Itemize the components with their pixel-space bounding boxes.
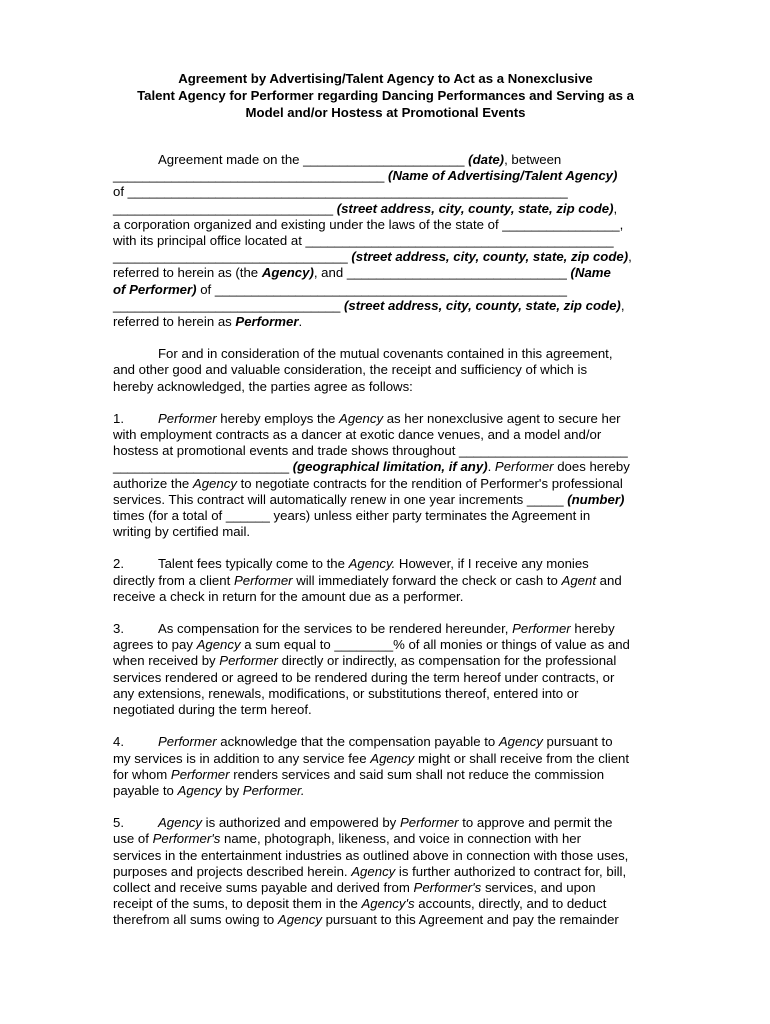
text-fragment: agrees to pay — [113, 637, 197, 653]
text-fragment: renders services and said sum shall not reduce the commission — [229, 766, 605, 782]
section-line: writing by certified mail. — [113, 524, 251, 540]
section-line — [113, 864, 658, 880]
performer-name-label-cont: of Performer) — [113, 281, 197, 297]
geo-label: (geographical limitation, if any) — [292, 459, 488, 475]
section-3 — [113, 621, 658, 718]
intro-line — [113, 168, 658, 184]
text-fragment: will immediately forward the check or cash to — [292, 572, 562, 588]
agency-term: Agency — [370, 750, 415, 766]
text-fragment: to negotiate contracts for the rendition of Performer's professional — [236, 475, 623, 491]
intro-line — [113, 249, 658, 265]
text-fragment: directly from a client — [113, 572, 234, 588]
performer-term: Performer — [158, 734, 217, 750]
agency-name-label: (Name of Advertising/Talent Agency) — [388, 168, 618, 184]
text-fragment: by — [221, 782, 243, 798]
agency-address-blank: ______________________________ — [113, 200, 337, 216]
section-line: hostess at promotional events and trade shows throughout _______________________ — [113, 443, 628, 459]
text-fragment: pursuant to this Agreement and pay the remainder — [321, 912, 619, 928]
text-fragment: directly or indirectly, as compensation for the professional — [277, 653, 617, 669]
office-address-label: (street address, city, county, state, zip code) — [351, 249, 629, 265]
section-line: services in the entertainment industries as outlined above in connection with those uses, — [113, 847, 629, 863]
agency-term: Agency) — [261, 265, 314, 281]
agent-term: Agent — [561, 572, 597, 588]
intro-line — [113, 265, 658, 281]
date-label: (date) — [468, 152, 505, 167]
performer-term: Performer — [219, 653, 278, 669]
performer-term: Performer — [399, 815, 459, 831]
agency-term: Agency — [351, 863, 396, 879]
agency-term: Agency — [498, 734, 543, 750]
text-fragment: my services is in addition to any service fee — [113, 750, 371, 766]
text-fragment: hereby employs the — [216, 410, 340, 426]
text-fragment: therefrom all sums owing to — [113, 912, 278, 928]
text-fragment: collect and receive sums payable and derived from — [113, 879, 414, 895]
section-line — [113, 621, 658, 637]
section-line — [113, 492, 658, 508]
text-fragment: As compensation for the services to be rendered hereunder, — [158, 621, 513, 637]
section-5 — [113, 815, 658, 928]
number-blank: services. This contract will automatically renew in one year increments _____ — [113, 491, 568, 507]
agency-term: Agency — [277, 912, 322, 928]
text-fragment: , between — [504, 152, 562, 167]
performer-term: Performer — [235, 314, 299, 330]
section-line — [113, 831, 658, 847]
section-line — [113, 476, 658, 492]
text-fragment: services, and upon — [481, 879, 596, 895]
section-1 — [113, 411, 658, 541]
text-fragment: , — [620, 297, 625, 313]
text-fragment: and — [596, 572, 622, 588]
title-line-2: Talent Agency for Performer regarding Dancing Performances and Serving as a — [137, 88, 634, 103]
agency-address-label: (street address, city, county, state, zip code) — [336, 200, 614, 216]
text-fragment: accounts, directly, and to deduct — [414, 896, 607, 912]
office-address-blank: ________________________________ — [113, 249, 352, 265]
section-line: times (for a total of ______ years) unless either party terminates the Agreement in — [113, 508, 591, 524]
section-2 — [113, 556, 658, 605]
section-line — [113, 896, 658, 912]
text-fragment: when received by — [113, 653, 220, 669]
section-line — [113, 411, 658, 427]
agency-term: Agency — [192, 475, 237, 491]
text-fragment: However, if I receive any monies — [395, 556, 589, 572]
text-fragment: as her nonexclusive agent to secure her — [383, 410, 621, 426]
performer-name-blank: , and ______________________________ — [313, 265, 571, 281]
section-line: any extensions, renewals, modifications, or substitutions thereof, entered into or — [113, 685, 579, 701]
section-number: 5. — [113, 815, 124, 831]
text-fragment: use of — [113, 831, 153, 847]
performer-term: Performer — [512, 621, 571, 637]
performer-term: Performer's — [413, 879, 482, 895]
geo-blank: ________________________ — [113, 459, 293, 475]
intro-paragraph — [113, 152, 658, 330]
text-fragment: acknowledge that the compensation payable to — [216, 734, 499, 750]
text-fragment: receipt of the sums, to deposit them in the — [113, 896, 362, 912]
performer-name-label: (Name — [570, 265, 611, 281]
performer-term: Performer. — [242, 782, 305, 798]
consideration-paragraph — [113, 346, 658, 395]
text-fragment: to approve and permit the — [458, 815, 613, 831]
section-line — [113, 573, 658, 589]
title-line-1: Agreement by Advertising/Talent Agency to Act as a Nonexclusive — [178, 71, 593, 86]
intro-line: a corporation organized and existing under the laws of the state of ________________, — [113, 216, 624, 232]
document-title — [113, 70, 658, 121]
performer-term: Performer — [158, 410, 217, 426]
section-line: receive a check in return for the amount due as a performer. — [113, 588, 464, 604]
section-line: with employment contracts as a dancer at exotic dance venues, and a model and/or — [113, 427, 602, 443]
intro-line: of ____________________________________________________________ — [113, 184, 568, 200]
performer-term: Performer — [494, 459, 554, 475]
text-fragment: might or shall receive from the client — [414, 750, 630, 766]
section-line — [113, 880, 658, 896]
text-fragment: purposes and projects described herein. — [113, 863, 352, 879]
title-line-3: Model and/or Hostess at Promotional Events — [245, 105, 526, 120]
performer-term: Performer — [170, 766, 230, 782]
text-fragment: , — [628, 249, 632, 265]
text-fragment: for whom — [113, 766, 171, 782]
text-fragment: authorize the — [113, 475, 193, 491]
intro-line — [113, 282, 658, 298]
section-number: 2. — [113, 556, 124, 572]
text-fragment: is authorized and empowered by — [202, 815, 400, 831]
performer-address-label: (street address, city, county, state, zip code) — [344, 297, 621, 313]
agency-term: Agency's — [361, 896, 415, 912]
section-number: 4. — [113, 734, 124, 750]
section-line — [113, 912, 658, 928]
section-line — [113, 767, 658, 783]
intro-line — [113, 152, 658, 168]
consideration-line: and other good and valuable consideration, the receipt and sufficiency of which is — [113, 362, 588, 378]
section-number: 1. — [113, 410, 124, 426]
section-line — [113, 815, 658, 831]
intro-line — [113, 201, 658, 217]
document-page — [113, 70, 658, 945]
agency-term: Agency — [339, 410, 384, 426]
consideration-line — [113, 346, 658, 362]
text-fragment: of ________________________________________________ — [196, 281, 567, 297]
section-line — [113, 459, 658, 475]
text-fragment: . — [487, 459, 495, 475]
text-fragment: . — [298, 314, 303, 330]
text-fragment: does hereby — [553, 459, 630, 475]
text-fragment: name, photograph, likeness, and voice in connection with her — [220, 831, 582, 847]
percent-blank: a sum equal to ________% of all monies or things of value as and — [240, 637, 630, 653]
text-fragment: hereby — [570, 621, 615, 637]
text-fragment: For and in consideration of the mutual covenants contained in this agreement, — [158, 346, 613, 362]
number-label: (number) — [567, 491, 625, 507]
performer-address-blank: _______________________________ — [113, 297, 345, 313]
intro-line — [113, 298, 658, 314]
section-line — [113, 751, 658, 767]
section-line — [113, 783, 658, 799]
performer-term: Performer's — [152, 831, 221, 847]
section-line — [113, 653, 658, 669]
performer-term: Performer — [233, 572, 293, 588]
section-4 — [113, 734, 658, 799]
agency-term: Agency — [177, 782, 222, 798]
text-fragment: referred to herein as — [113, 314, 236, 330]
section-number: 3. — [113, 621, 124, 637]
agency-term: Agency — [158, 815, 202, 831]
text-fragment: Talent fees typically come to the — [158, 556, 349, 572]
text-fragment: , — [613, 200, 618, 216]
intro-line: with its principal office located at __________________________________________ — [113, 233, 614, 249]
date-blank-text: Agreement made on the ______________________ — [158, 152, 469, 167]
intro-line — [113, 314, 658, 330]
agency-term: Agency. — [348, 556, 396, 572]
text-fragment: pursuant to — [542, 734, 613, 750]
section-line: services rendered or agreed to be rendered during the term hereof under contracts, or — [113, 669, 615, 685]
agency-name-blank: _____________________________________ — [113, 168, 389, 184]
agency-term: Agency — [196, 637, 241, 653]
text-fragment: is further authorized to contract for, bill, — [395, 863, 627, 879]
text-fragment: referred to herein as (the — [113, 265, 262, 281]
text-fragment: payable to — [113, 782, 178, 798]
section-line — [113, 637, 658, 653]
section-line — [113, 556, 658, 572]
section-line: negotiated during the term hereof. — [113, 702, 312, 718]
section-line — [113, 734, 658, 750]
consideration-line: hereby acknowledged, the parties agree as follows: — [113, 378, 413, 394]
